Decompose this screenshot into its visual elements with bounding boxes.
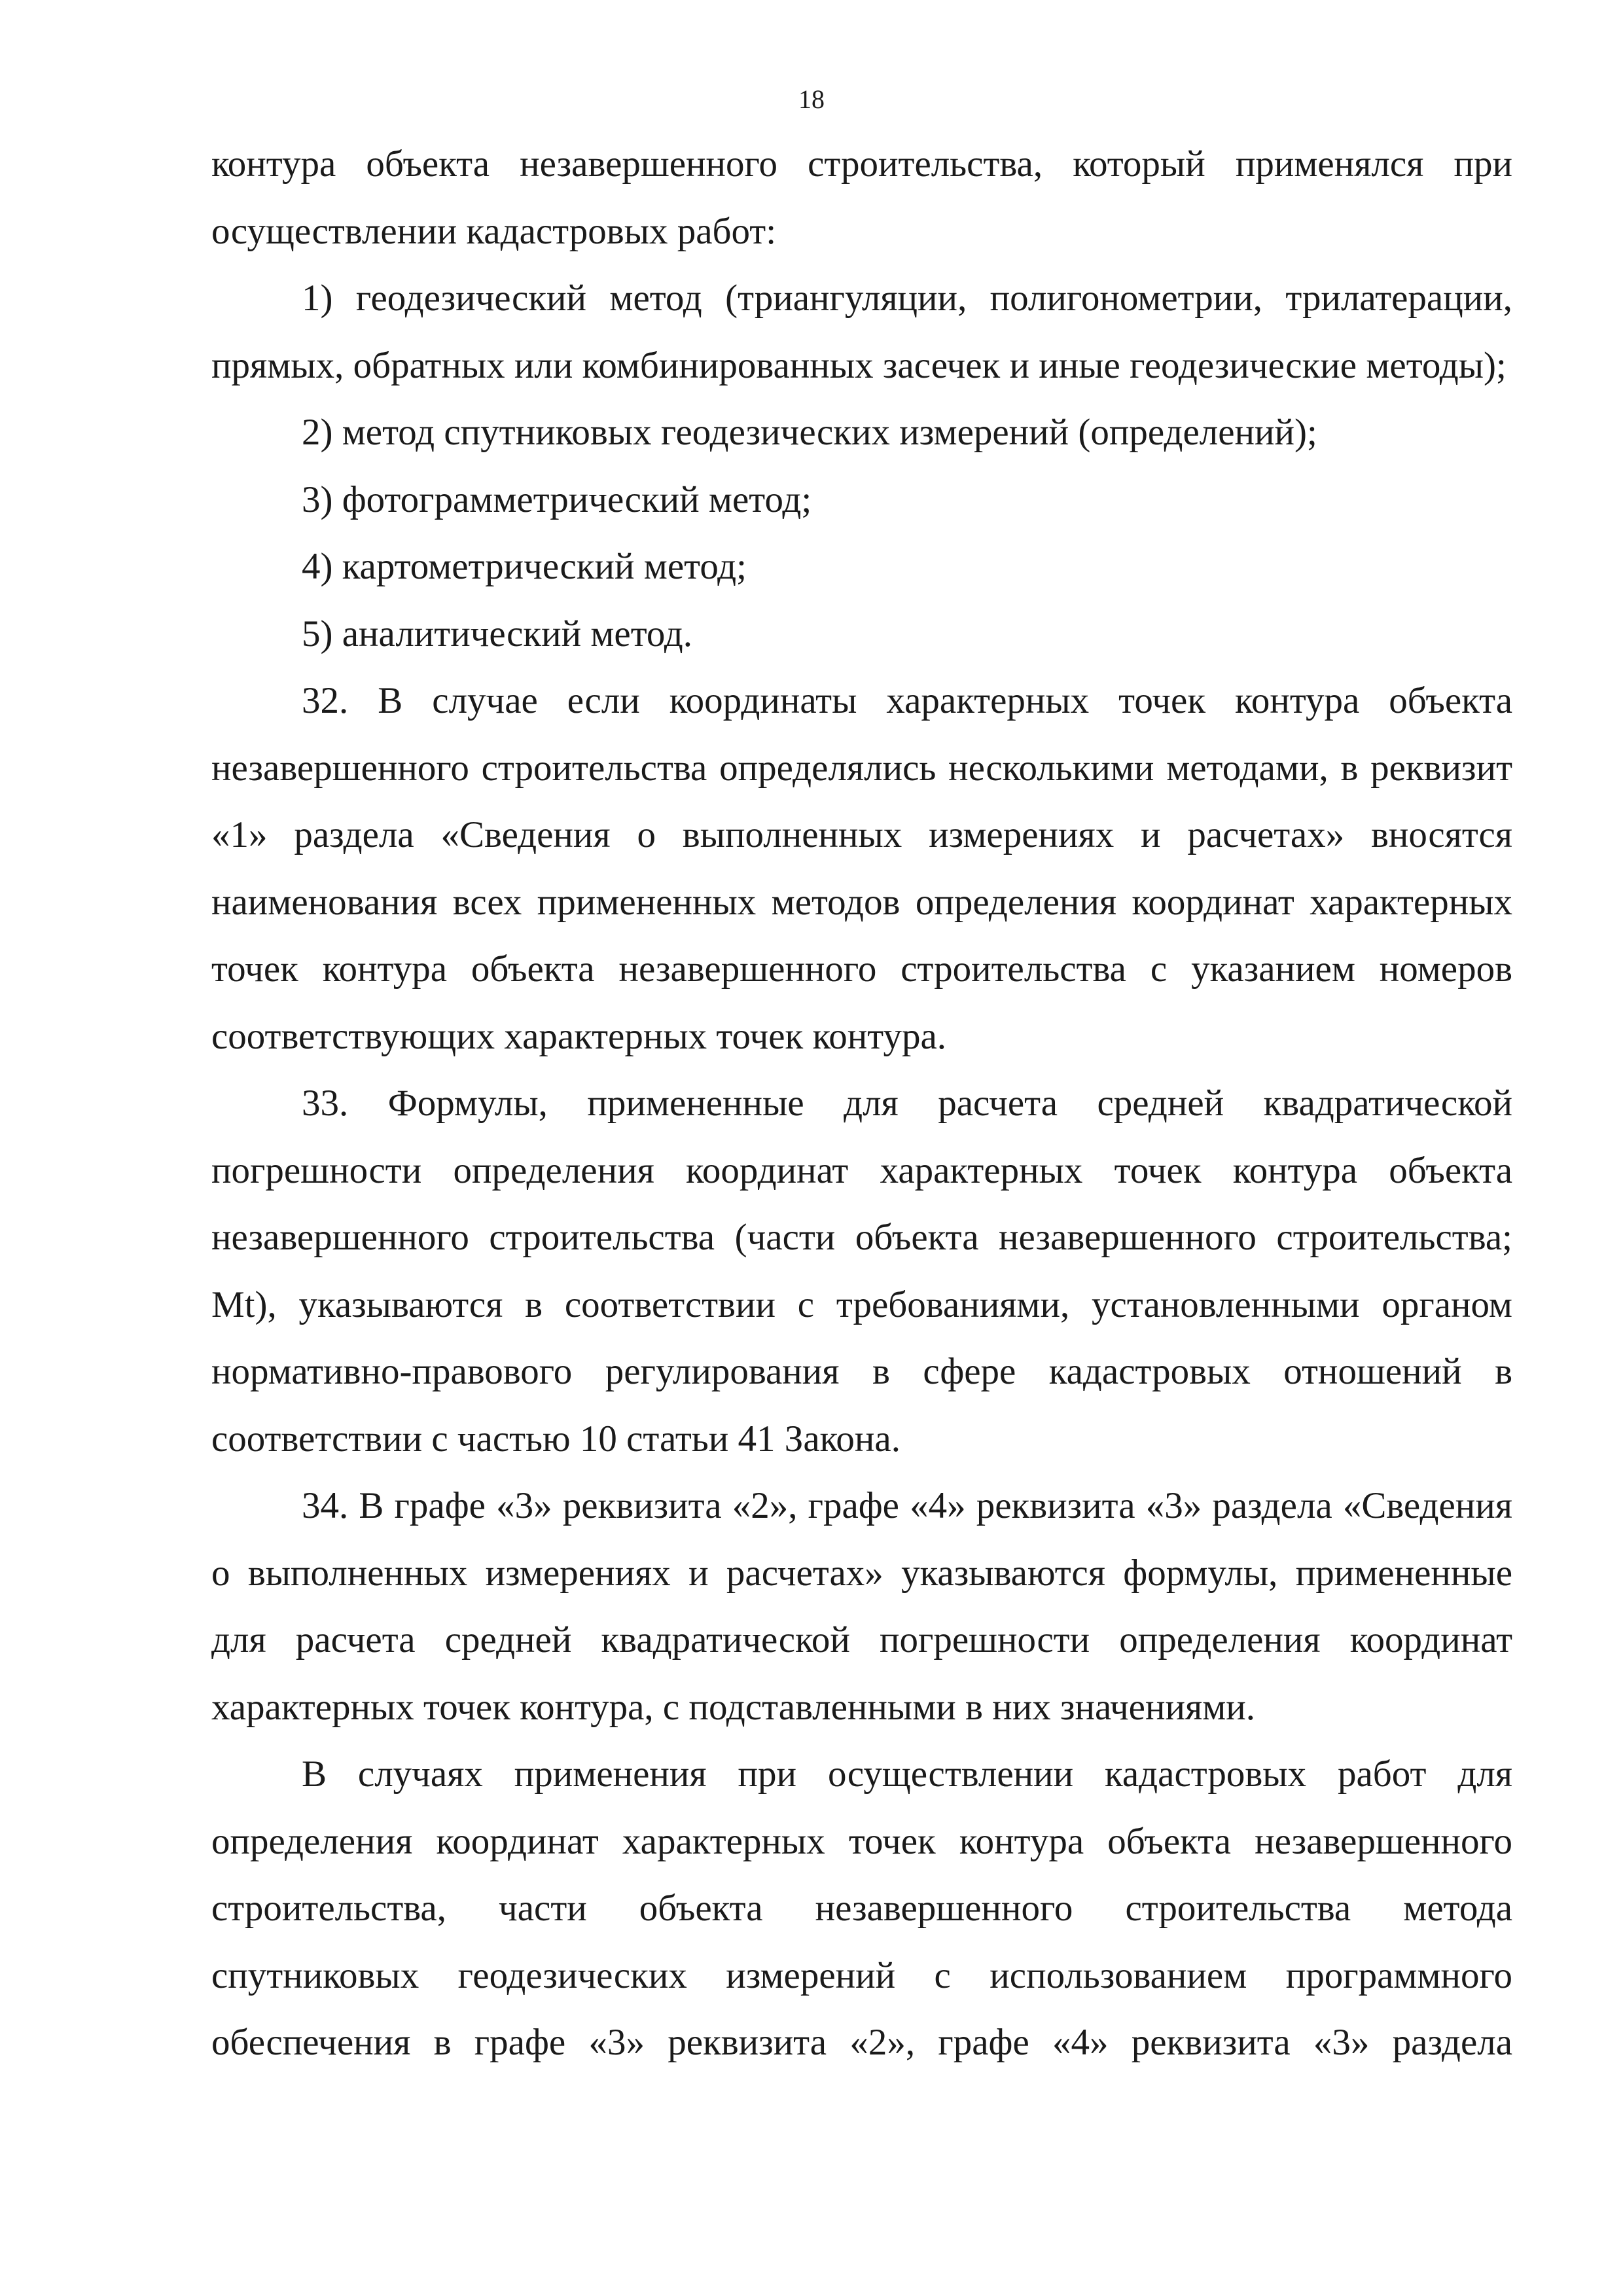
list-item-method-5: 5) аналитический метод. xyxy=(302,613,692,655)
paragraph-33: 33. Формулы, примененные для расчета средней квадратической погрешности определения координат характерных точек контура объекта незавершенного строительства (части объекта незавершенного строительства; Mt), указываются в соответствии с требованиями, установленными органом нормативно-правового регулирования в сфере кадастровых отношений в соответствии с частью 10 статьи 41 Закона. xyxy=(211,1083,1512,1460)
list-item-method-1: 1) геодезический метод (триангуляции, полигонометрии, трилатерации, прямых, обратных или комбинированных засечек и иные геодезические методы); xyxy=(211,278,1512,386)
paragraph-34-continued: В случаях применения при осуществлении кадастровых работ для определения координат характерных точек контура объекта незавершенного строительства, части объекта незавершенного строительства метода спутниковых геодезических измерений с использованием программного обеспечения в графе «3» реквизита «2», графе «4» реквизита «3» раздела xyxy=(211,1753,1512,2063)
paragraph-continuation: контура объекта незавершенного строительства, который применялся при осуществлении кадастровых работ: xyxy=(211,143,1512,252)
document-body xyxy=(211,131,1512,2077)
list-item-method-4: 4) картометрический метод; xyxy=(302,546,747,587)
list-item-method-2: 2) метод спутниковых геодезических измерений (определений); xyxy=(302,412,1317,453)
paragraph-32: 32. В случае если координаты характерных точек контура объекта незавершенного строительства определялись несколькими методами, в реквизит «1» раздела «Сведения о выполненных измерениях и расчетах» вносятся наименования всех примененных методов определения координат характерных точек контура объекта незавершенного строительства с указанием номеров соответствующих характерных точек контура. xyxy=(211,680,1512,1057)
paragraph-34: 34. В графе «3» реквизита «2», графе «4» реквизита «3» раздела «Сведения о выполненных измерениях и расчетах» указываются формулы, примененные для расчета средней квадратической погрешности определения координат характерных точек контура, с подставленными в них значениями. xyxy=(211,1485,1512,1728)
list-item-method-3: 3) фотограмметрический метод; xyxy=(302,478,812,520)
page-number: 18 xyxy=(798,84,825,114)
